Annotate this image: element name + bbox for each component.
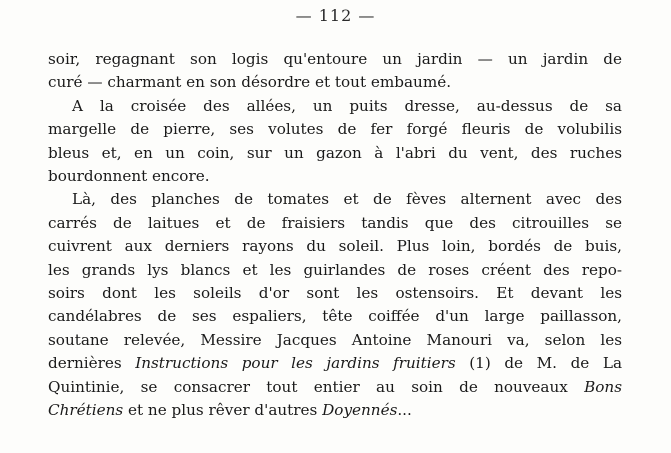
italic-term: Doyennés [322, 401, 398, 420]
text-line: bleus et, en un coin, sur un gazon à l'abri du vent, des ruches [48, 143, 622, 162]
text-line: bourdonnent encore. [48, 167, 210, 186]
italic-term: Chrétiens [48, 401, 124, 420]
text-line: Là, des planches de tomates et de fèves alternent avec des [72, 190, 622, 209]
text-segment: dernières [48, 354, 136, 373]
text-segment: ... [397, 401, 412, 420]
text-line [48, 399, 622, 422]
italic-title: Instructions pour les jardins fruitiers [135, 354, 456, 373]
text-segment: Quintinie, se consacrer tout entier au soin de nouveaux [48, 377, 585, 396]
page-number: — 112 — [295, 6, 376, 25]
text-line: curé — charmant en son désordre et tout embaumé. [48, 73, 452, 92]
text-line: A la croisée des allées, un puits dresse, au-dessus de sa [72, 96, 622, 115]
text-line: candélabres de ses espaliers, tête coiffée d'un large paillasson, [48, 307, 622, 326]
text-line: soirs dont les soleils d'or sont les ostensoirs. Et devant les [48, 284, 622, 303]
text-line: soutane relevée, Messire Jacques Antoine Manouri va, selon les [48, 330, 622, 349]
italic-term: Bons [584, 377, 622, 396]
text-line: soir, regagnant son logis qu'entoure un jardin — un jardin de [48, 50, 622, 68]
text-line: carrés de laitues et de fraisiers tandis que des citrouilles se [48, 213, 622, 232]
text-segment: (1) de M. de La [455, 354, 622, 373]
text-line: cuivrent aux derniers rayons du soleil. Plus loin, bordés de buis, [48, 237, 622, 256]
body-text [48, 48, 622, 423]
text-line [48, 376, 622, 399]
text-line: les grands lys blancs et les guirlandes de roses créent des repo- [48, 260, 622, 279]
text-segment: et ne plus rêver d'autres [123, 401, 323, 420]
text-line [48, 352, 622, 375]
text-line: margelle de pierre, ses volutes de fer forgé fleuris de volubilis [48, 120, 622, 139]
